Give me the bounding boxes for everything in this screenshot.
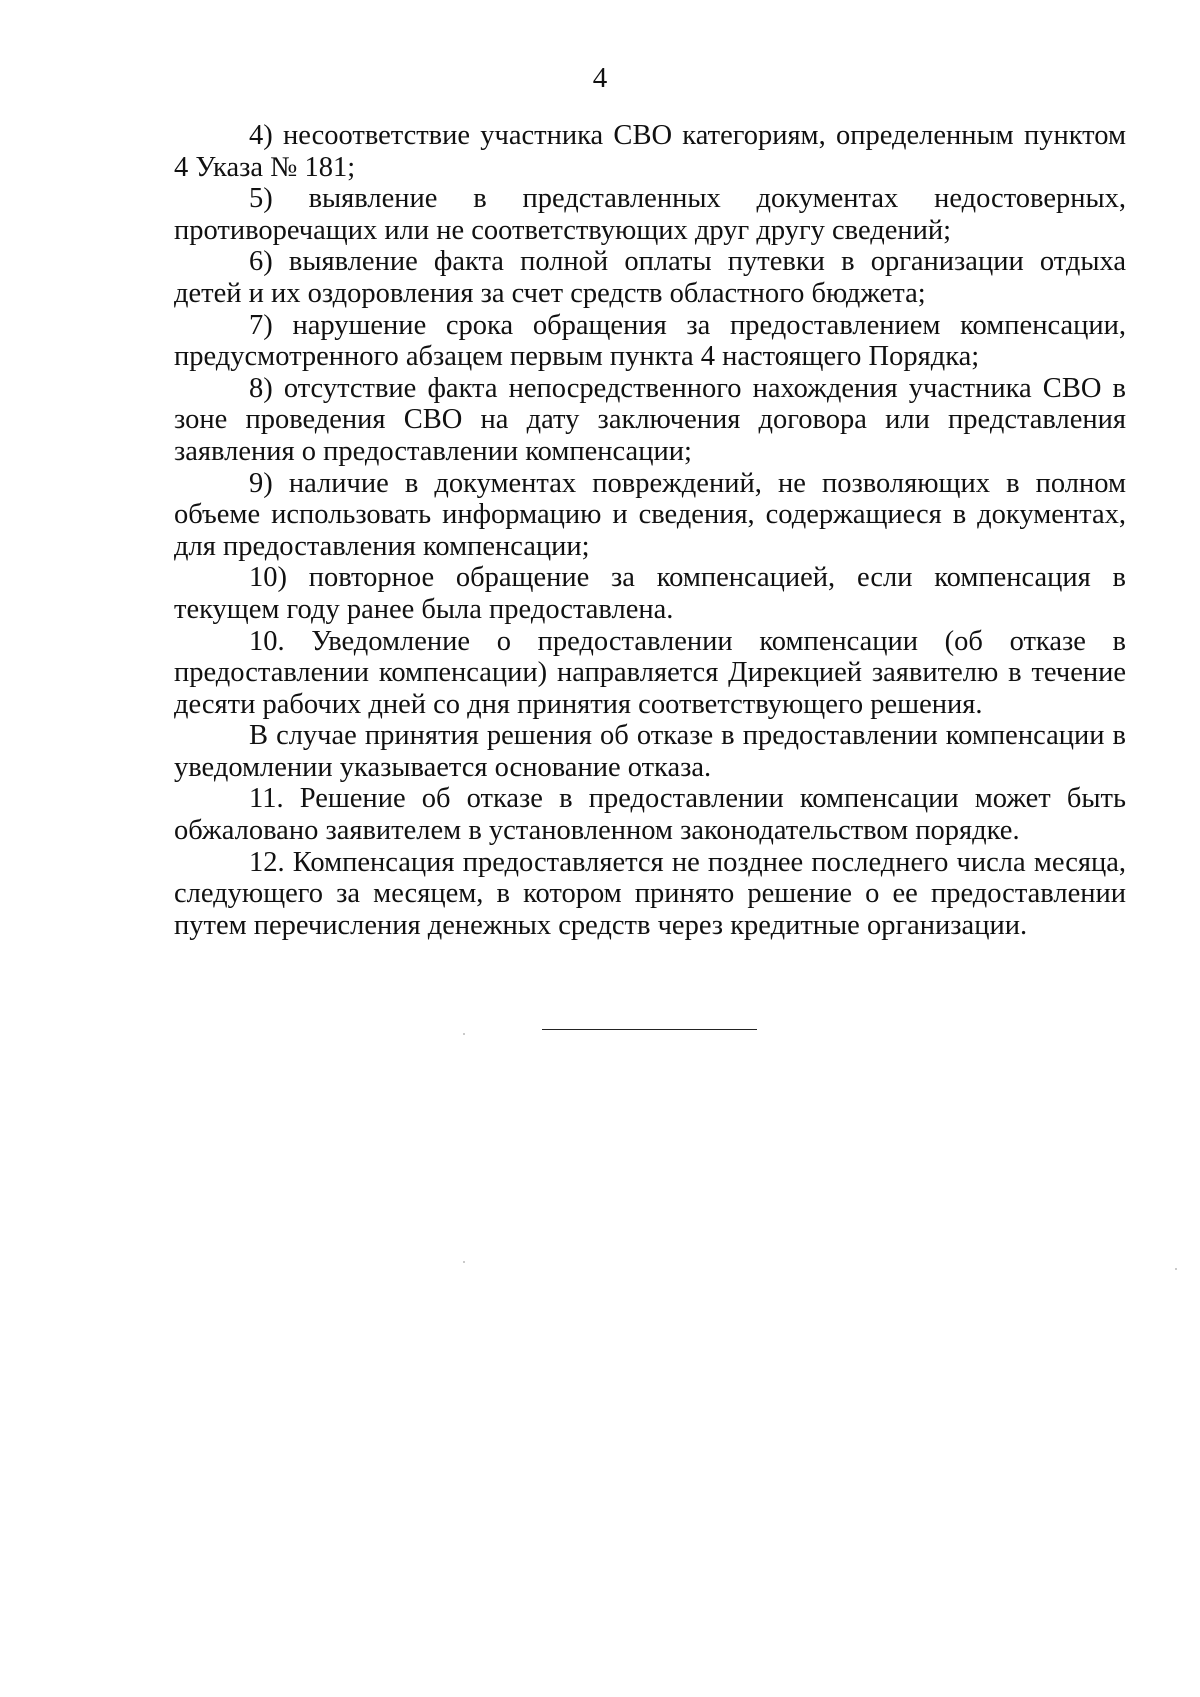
list-item-4: 4) несоответствие участника СВО категориям, определенным пунктом 4 Указа № 181; bbox=[174, 120, 1126, 183]
list-item-6: 6) выявление факта полной оплаты путевки в организации отдыха детей и их оздоровления за счет средств областного бюджета; bbox=[174, 246, 1126, 309]
clause-10-refusal-reason: В случае принятия решения об отказе в предоставлении компенсации в уведомлении указывается основание отказа. bbox=[174, 720, 1126, 783]
scan-speck bbox=[463, 1033, 465, 1035]
scan-speck bbox=[463, 1261, 465, 1263]
list-item-7: 7) нарушение срока обращения за предоставлением компенсации, предусмотренного абзацем первым пункта 4 настоящего Порядка; bbox=[174, 309, 1126, 373]
end-divider-line bbox=[542, 1029, 757, 1030]
page-number: 4 bbox=[592, 62, 608, 94]
clause-12-payment: 12. Компенсация предоставляется не позднее последнего числа месяца, следующего за месяцем, в котором принято решение о ее предоставлении путем перечисления денежных средств через кредитные организации. bbox=[174, 846, 1126, 941]
clause-10-notification: 10. Уведомление о предоставлении компенсации (об отказе в предоставлении компенсации) направляется Дирекцией заявителю в течение десяти рабочих дней со дня принятия соответствующего решения. bbox=[174, 625, 1126, 720]
list-item-10: 10) повторное обращение за компенсацией, если компенсация в текущем году ранее была предоставлена. bbox=[174, 562, 1126, 625]
scan-speck bbox=[1175, 1268, 1177, 1270]
list-item-9: 9) наличие в документах повреждений, не позволяющих в полном объеме использовать информацию и сведения, содержащиеся в документах, для предоставления компенсации; bbox=[174, 467, 1126, 562]
list-item-5: 5) выявление в представленных документах недостоверных, противоречащих или не соответствующих друг другу сведений; bbox=[174, 183, 1126, 246]
list-item-8: 8) отсутствие факта непосредственного нахождения участника СВО в зоне проведения СВО на дату заключения договора или представления заявления о предоставлении компенсации; bbox=[174, 372, 1126, 467]
clause-11-appeal: 11. Решение об отказе в предоставлении компенсации может быть обжаловано заявителем в установленном законодательством порядке. bbox=[174, 783, 1126, 847]
document-body bbox=[174, 120, 1126, 941]
